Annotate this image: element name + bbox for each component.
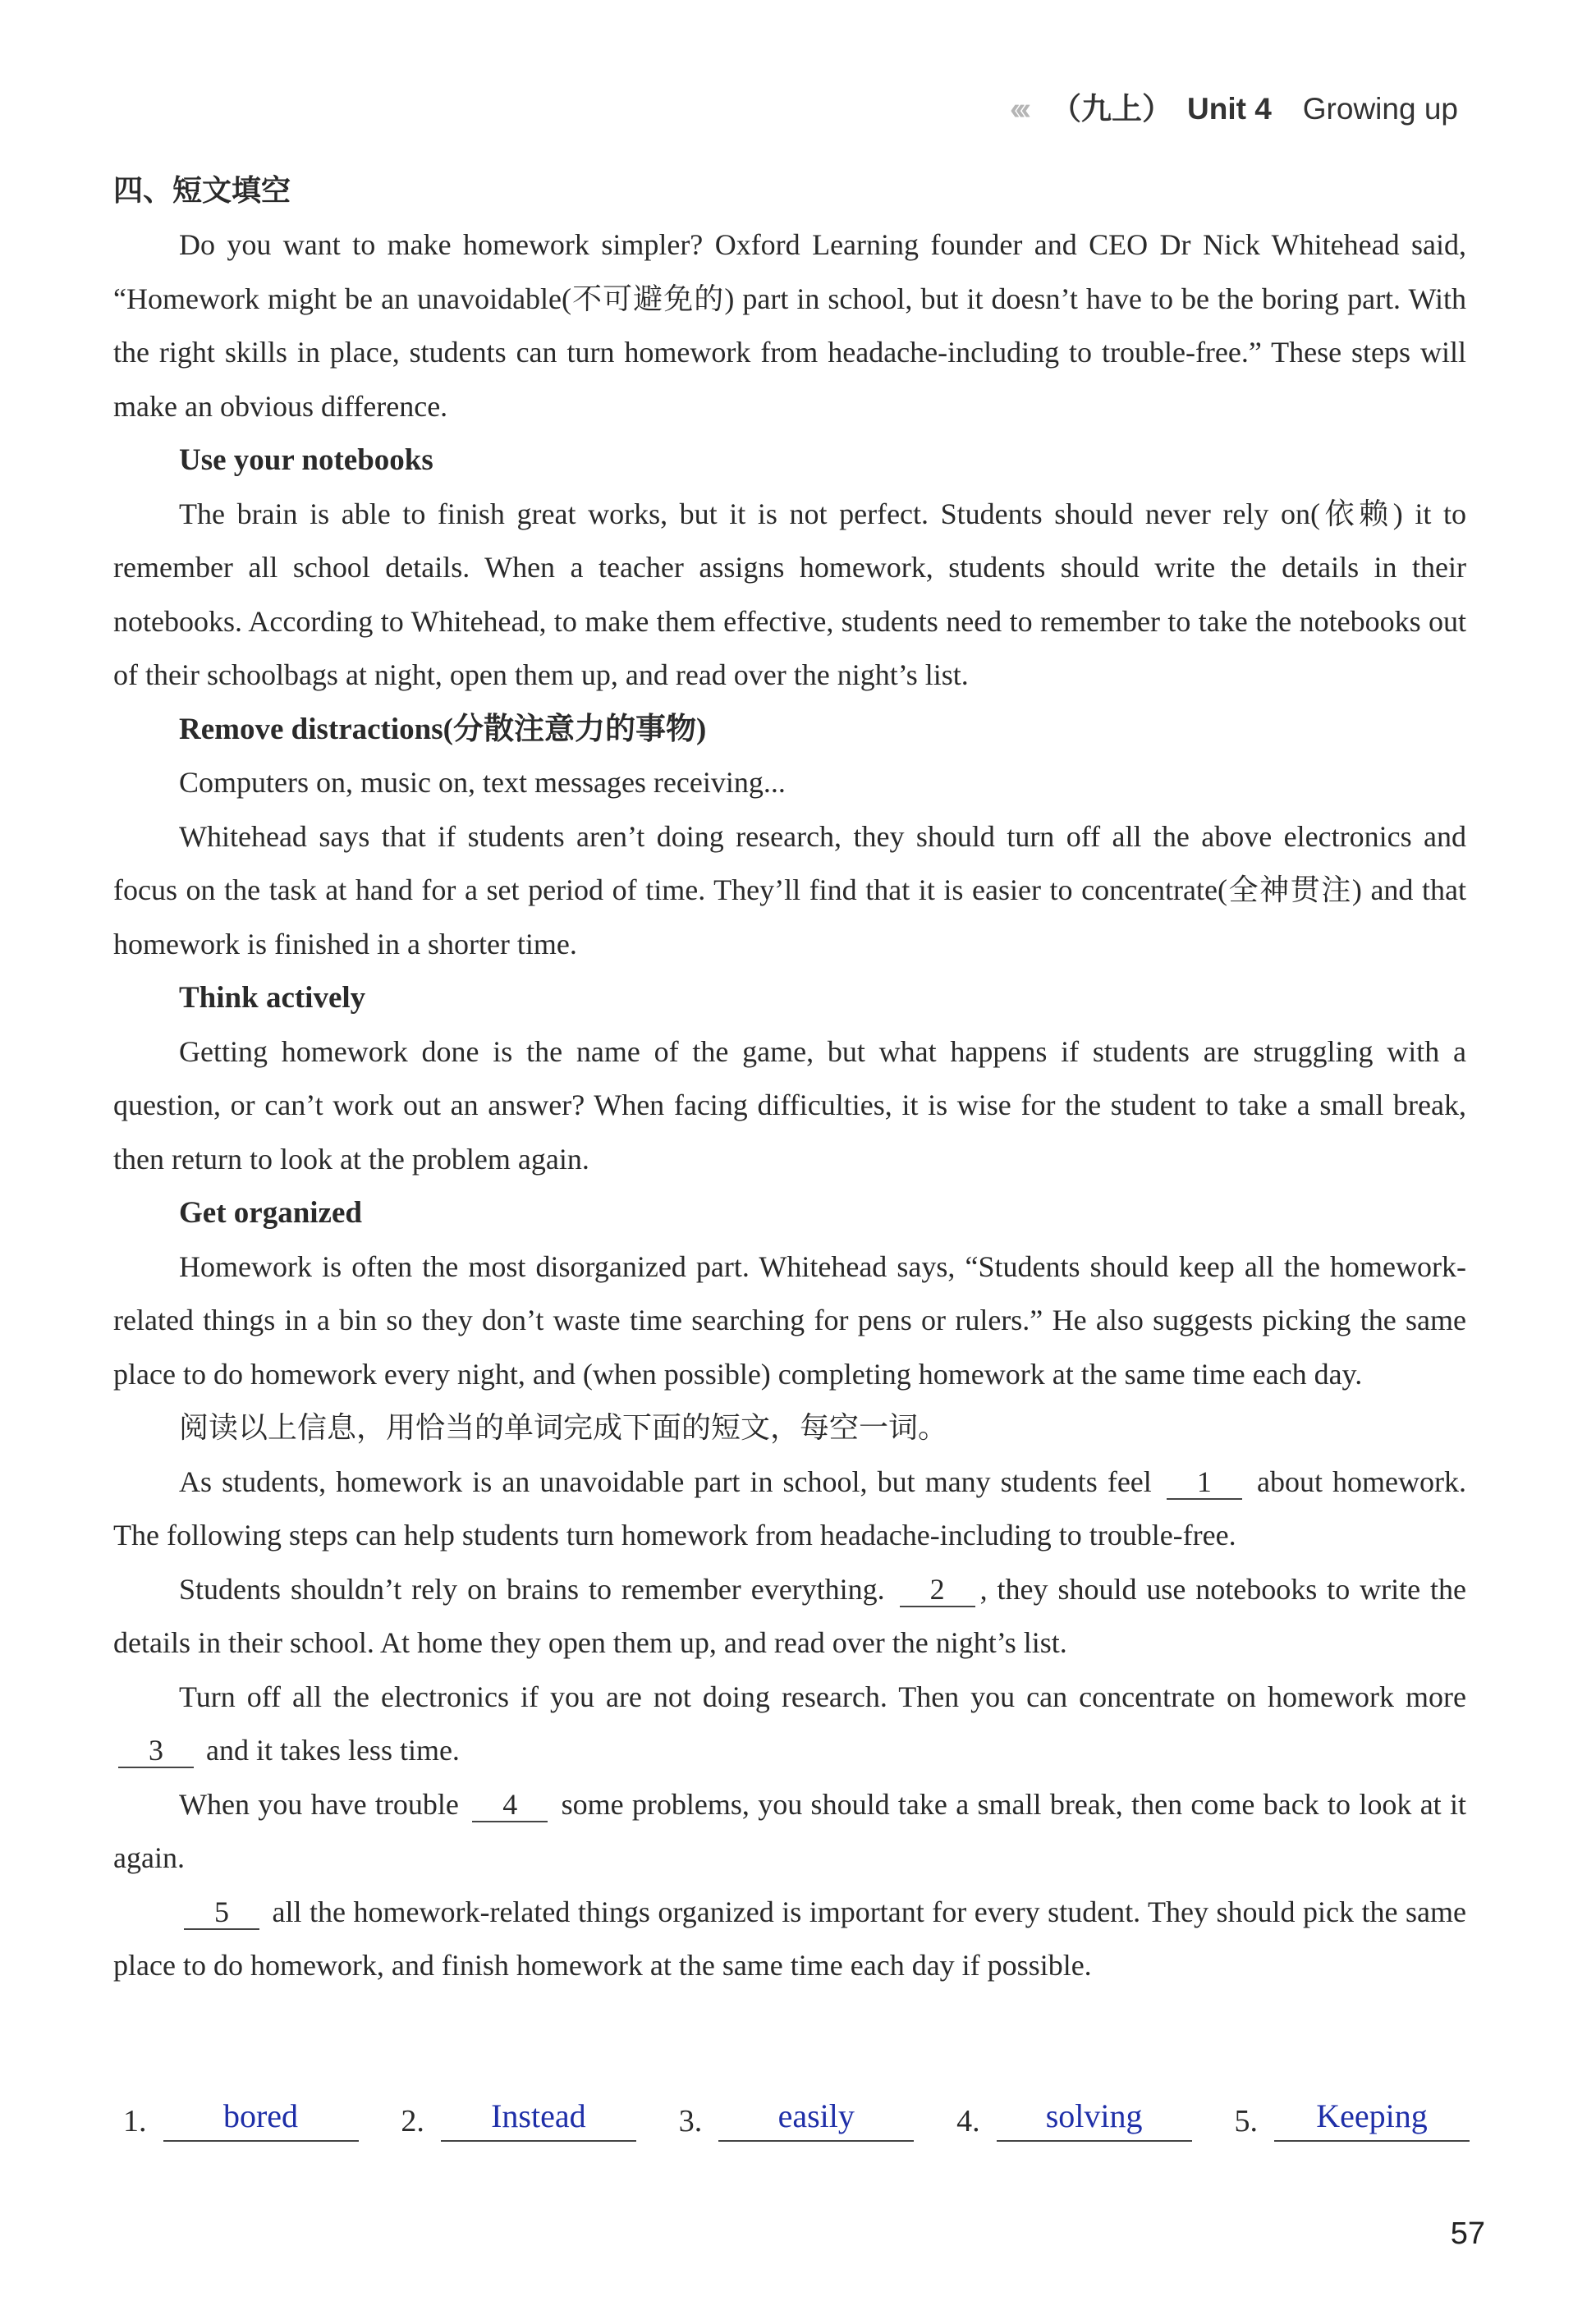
header-grade: （九上）	[1051, 92, 1172, 126]
subheading-organized: Get organized	[179, 1196, 362, 1230]
summary-paragraph-5	[113, 1886, 1466, 1993]
blank-4: 4	[472, 1788, 548, 1822]
paragraph-distractions-1: Computers on, music on, text messages receiving...	[179, 766, 786, 799]
summary-paragraph-1	[113, 1455, 1466, 1563]
answer-number: 5.	[1234, 2104, 1258, 2138]
summary-text: Turn off all the electronics if you are not doing research. Then you can concentrate on homework more	[179, 1680, 1466, 1713]
chevrons-icon: ‹‹‹	[1010, 92, 1026, 126]
summary-text: all the homework-related things organized is important for every student. They should pick the same place to do homework, and finish homework at the same time each day if possible.	[113, 1895, 1467, 1982]
subheading-think: Think actively	[179, 981, 366, 1015]
subheading-notebooks: Use your notebooks	[179, 443, 433, 477]
paragraph-notebooks: The brain is able to finish great works, but it is not perfect. Students should never rely on(依赖) it to remember all school details. When a teacher assigns homework, students should write the details in their notebooks. According to Whitehead, to make them effective, students need to remember to take the notebooks out of their schoolbags at night, open them up, and read over the night’s list.	[113, 497, 1466, 691]
subheading-distractions: Remove distractions(分散注意力的事物)	[179, 712, 707, 746]
blank-1: 1	[1167, 1465, 1242, 1500]
summary-paragraph-3	[113, 1671, 1466, 1778]
exercise-content	[113, 164, 1466, 1993]
summary-text: As students, homework is an unavoidable part in school, but many students feel	[179, 1464, 1152, 1498]
answer-number: 3.	[678, 2104, 703, 2138]
blank-5: 5	[184, 1895, 259, 1930]
header-unit: Unit 4	[1187, 92, 1272, 126]
summary-paragraph-2	[113, 1563, 1466, 1671]
summary-text: , they should use notebooks to write the details in their school. At home they open them up, and read over the night’s list.	[113, 1572, 1467, 1659]
summary-text: When you have trouble	[179, 1787, 459, 1821]
answer-item	[679, 2097, 915, 2142]
answer-text: bored	[163, 2097, 359, 2142]
section-title: 四、短文填空	[113, 174, 291, 208]
answer-row	[123, 2097, 1470, 2142]
answer-item	[1235, 2097, 1470, 2142]
answer-number: 2.	[401, 2104, 424, 2138]
summary-text: and it takes less time.	[206, 1734, 460, 1767]
blank-3: 3	[118, 1734, 194, 1768]
answer-number: 4.	[956, 2104, 980, 2138]
paragraph-think: Getting homework done is the name of the game, but what happens if students are struggling with a question, or can’t work out an answer? When facing difficulties, it is wise for the student to take a small break, then return to look at the problem again.	[113, 1034, 1466, 1176]
answer-text: Instead	[441, 2097, 636, 2142]
summary-text: Students shouldn’t rely on brains to remember everything.	[179, 1572, 885, 1606]
header-unit-title: Growing up	[1302, 92, 1458, 126]
summary-paragraph-4	[113, 1778, 1466, 1886]
summary-text: some problems, you should take a small break, then come back to look at it again.	[113, 1787, 1467, 1874]
page-number: 57	[1450, 2216, 1485, 2251]
running-header	[1010, 84, 1458, 128]
answer-number: 1.	[123, 2104, 147, 2138]
answer-item	[123, 2097, 359, 2142]
answer-item	[956, 2097, 1192, 2142]
answer-item	[401, 2097, 636, 2142]
paragraph-distractions-2: Whitehead says that if students aren’t doing research, they should turn off all the above electronics and focus on the task at hand for a set period of time. They’ll find that it is easier to concentrate(全神贯注) and that homework is finished in a shorter time.	[113, 819, 1466, 960]
instruction: 阅读以上信息，用恰当的单词完成下面的短文，每空一词。	[179, 1411, 948, 1444]
passage-intro: Do you want to make homework simpler? Oxford Learning founder and CEO Dr Nick Whitehead said, “Homework might be an unavoidable(不可避免的) part in school, but it doesn’t have to be the boring part. With the right skills in place, students can turn homework from headache-including to trouble-free.” These steps will make an obvious difference.	[113, 228, 1466, 423]
summary-text: about homework. The following steps can help students turn homework from headache-including to trouble-free.	[113, 1464, 1467, 1552]
answer-text: easily	[718, 2097, 914, 2142]
answer-text: solving	[997, 2097, 1192, 2142]
blank-2: 2	[900, 1573, 975, 1607]
paragraph-organized: Homework is often the most disorganized part. Whitehead says, “Students should keep all the homework-related things in a bin so they don’t waste time searching for pens or rulers.” He also suggests picking the same place to do homework every night, and (when possible) completing homework at the same time each day.	[113, 1249, 1466, 1391]
answer-text: Keeping	[1274, 2097, 1470, 2142]
